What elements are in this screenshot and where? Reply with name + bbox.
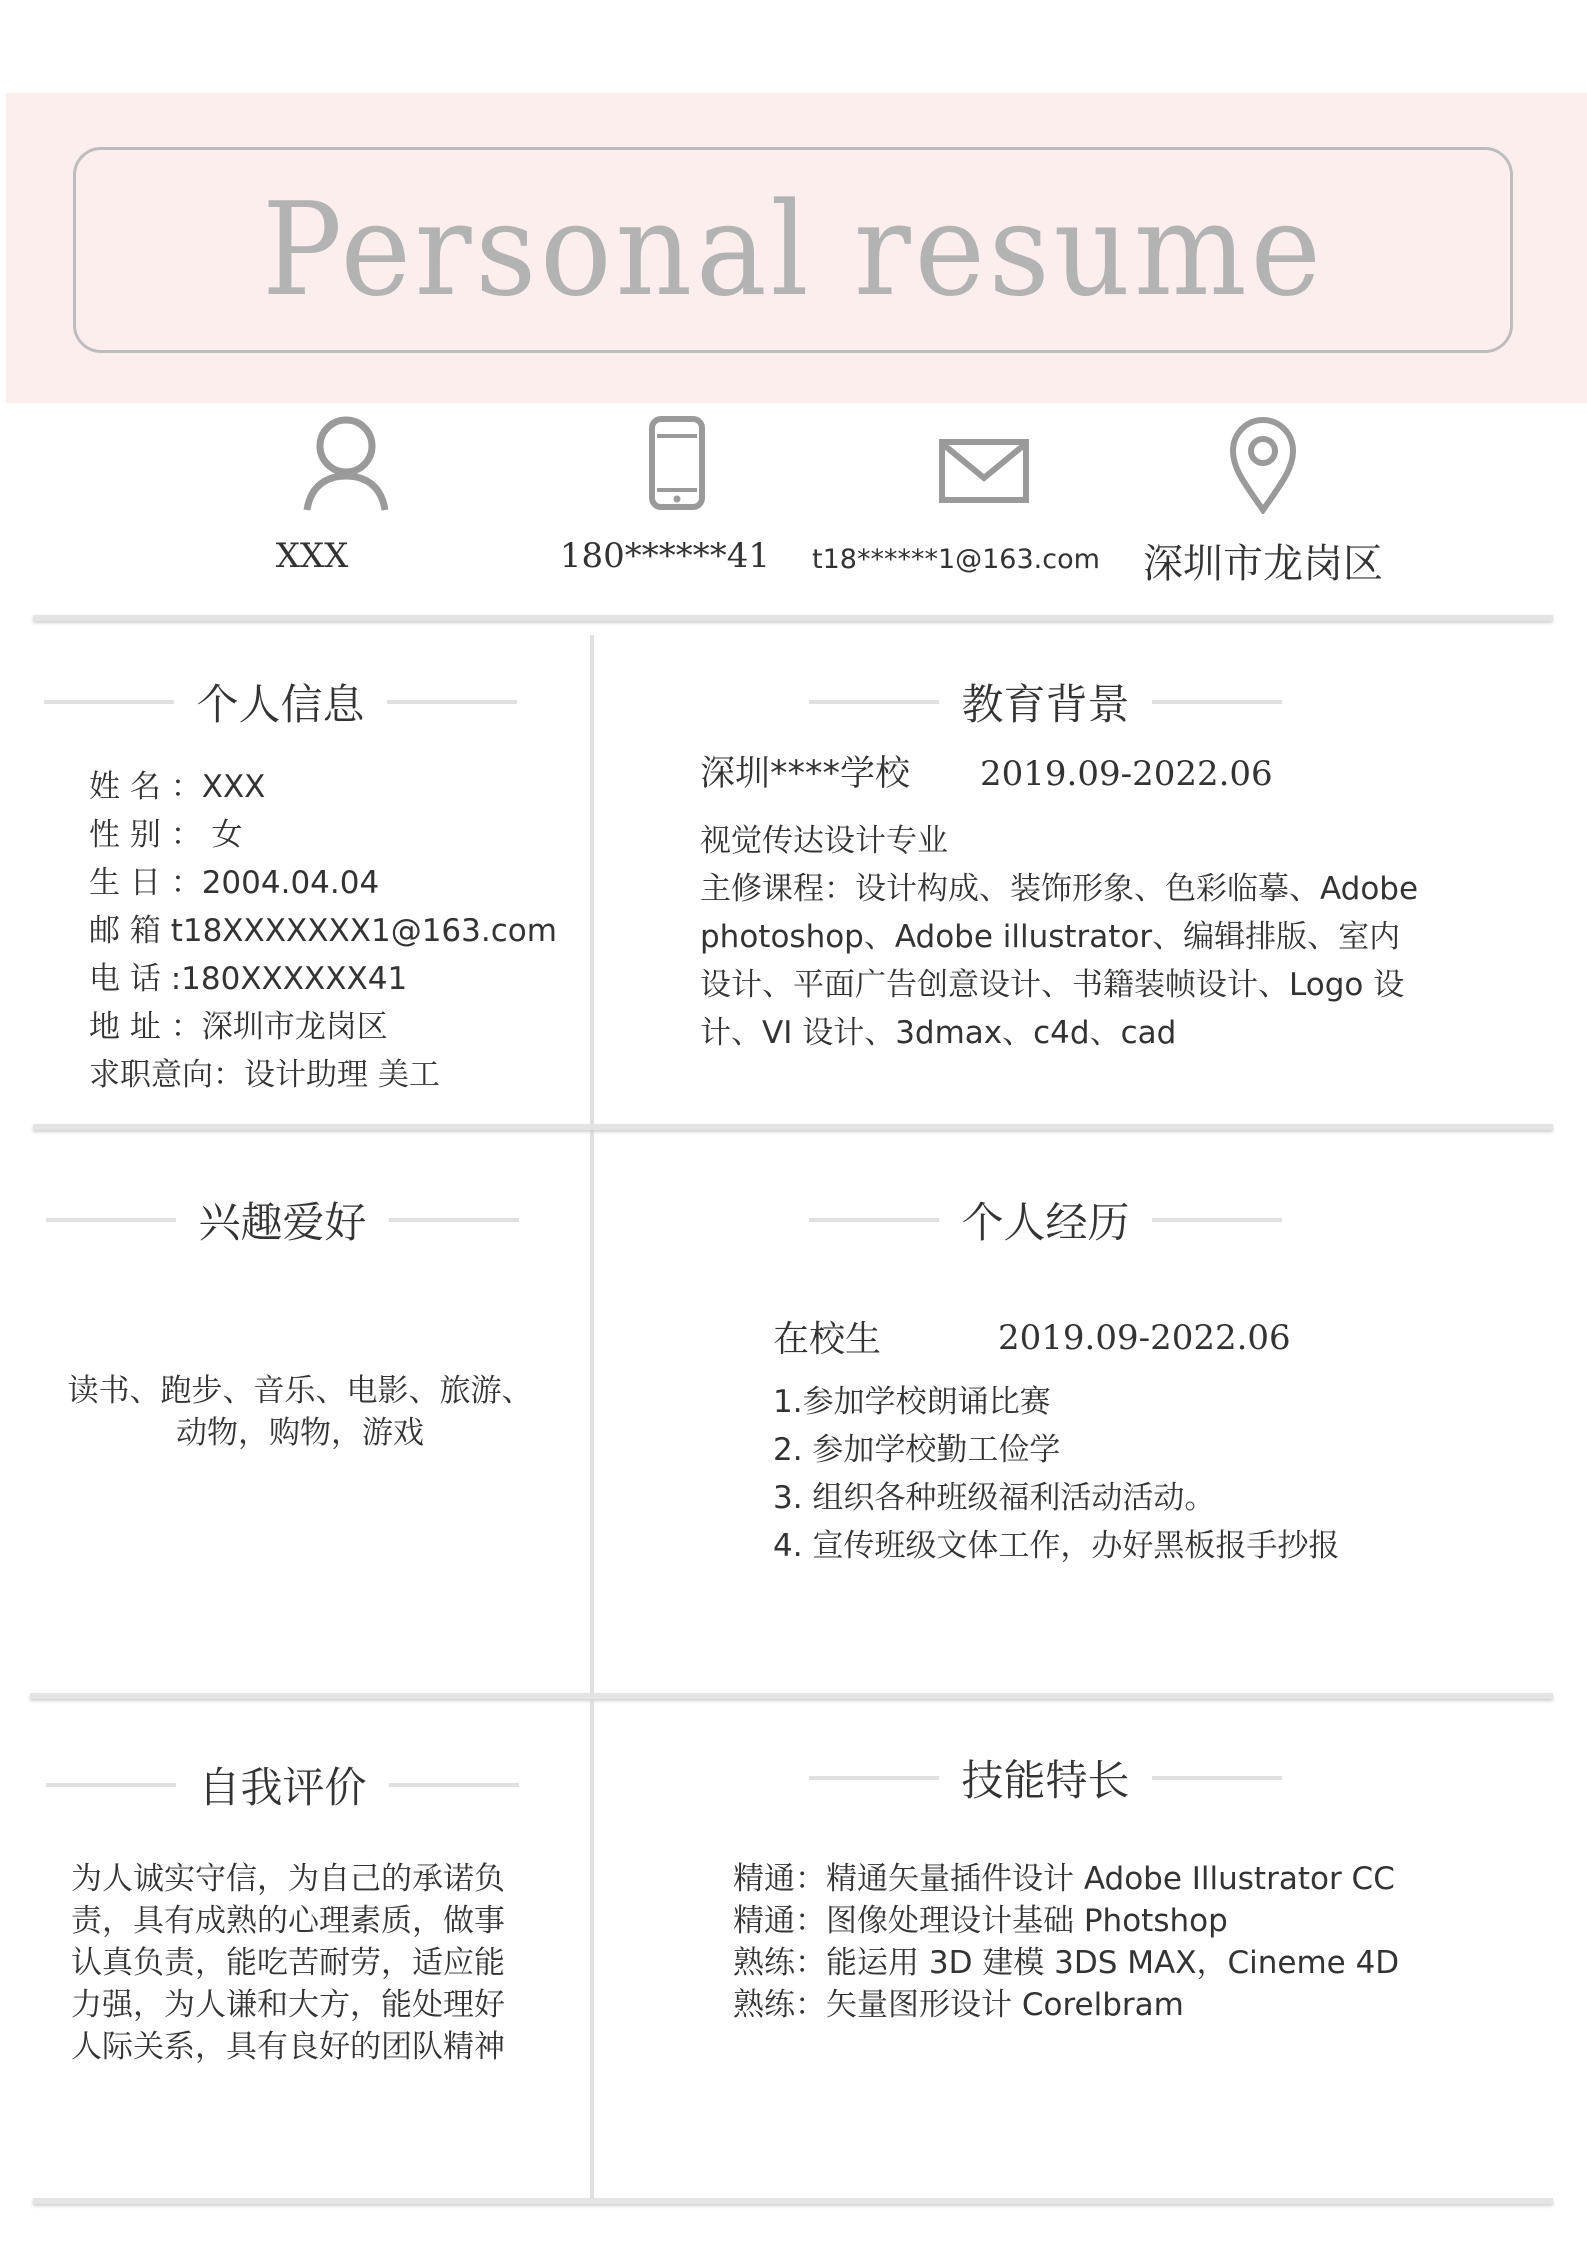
header-rule xyxy=(809,700,939,704)
header-rule xyxy=(1152,1776,1282,1780)
skill-line: 熟练：矢量图形设计 Corelbram xyxy=(733,1987,1184,2023)
contact-email: t18******1@163.com xyxy=(812,544,1100,575)
experience-role: 在校生 xyxy=(773,1319,882,1360)
section-title: 个人经历 xyxy=(961,1198,1130,1247)
course-line: 主修课程：设计构成、装饰形象、色彩临摹、Adobe xyxy=(700,871,1419,907)
contact-name: XXX xyxy=(275,536,349,576)
header-rule xyxy=(1152,700,1282,704)
section-title: 个人信息 xyxy=(196,680,365,729)
section-title: 自我评价 xyxy=(198,1763,367,1812)
skill-line: 精通：精通矢量插件设计 Adobe Illustrator CC xyxy=(733,1861,1395,1897)
info-gender: 性 别 ： 女 xyxy=(89,817,243,853)
separator-row-1 xyxy=(33,1124,1553,1130)
section-title: 技能特长 xyxy=(961,1756,1130,1805)
education-major: 视觉传达设计专业 xyxy=(700,823,948,859)
personal-info-list xyxy=(89,763,557,1099)
info-birthday: 生 日 ：2004.04.04 xyxy=(89,865,380,901)
experience-period: 2019.09-2022.06 xyxy=(998,1318,1291,1358)
evaluation-line: 力强，为人谦和大方，能处理好 xyxy=(71,1987,505,2023)
skill-line: 熟练：能运用 3D 建模 3DS MAX，Cineme 4D xyxy=(733,1945,1400,1981)
header-rule xyxy=(46,1218,176,1222)
phone-icon xyxy=(622,414,732,514)
info-job-intention: 求职意向：设计助理 美工 xyxy=(89,1057,440,1093)
evaluation-line: 责，具有成熟的心理素质，做事 xyxy=(71,1903,505,1939)
contact-phone: 180******41 xyxy=(559,536,771,576)
separator-top xyxy=(33,615,1553,621)
title-frame xyxy=(73,147,1513,353)
section-header-personal-info xyxy=(38,672,523,732)
info-phone: 电 话 :180XXXXXX41 xyxy=(89,961,408,997)
separator-bottom xyxy=(33,2198,1553,2204)
header-rule xyxy=(46,1783,176,1787)
header-rule xyxy=(1152,1218,1282,1222)
experience-item: 1.参加学校朗诵比赛 xyxy=(773,1384,1051,1420)
course-line: photoshop、Adobe illustrator、编辑排版、室内 xyxy=(700,919,1401,955)
info-address: 地 址 ：深圳市龙岗区 xyxy=(89,1009,388,1045)
section-header-self-evaluation xyxy=(40,1755,525,1815)
resume-title: Personal resume xyxy=(261,175,1325,325)
section-header-skills xyxy=(803,1748,1288,1808)
header-rule xyxy=(809,1776,939,1780)
section-header-experience xyxy=(803,1190,1288,1250)
education-courses xyxy=(700,865,1418,1057)
experience-item: 3. 组织各种班级福利活动活动。 xyxy=(773,1480,1216,1516)
skills-list xyxy=(733,1858,1399,2026)
education-school: 深圳****学校 xyxy=(700,754,911,794)
course-line: 设计、平面广告创意设计、书籍装帧设计、Logo 设 xyxy=(700,967,1405,1003)
header-rule xyxy=(44,700,174,704)
evaluation-line: 人际关系，具有良好的团队精神 xyxy=(71,2029,505,2065)
contact-location: 深圳市龙岗区 xyxy=(1143,541,1383,587)
section-header-education xyxy=(803,672,1288,732)
section-title: 兴趣爱好 xyxy=(198,1198,367,1247)
header-rule xyxy=(809,1218,939,1222)
info-email: 邮 箱 t18XXXXXXX1@163.com xyxy=(89,913,557,949)
evaluation-line: 为人诚实守信，为自己的承诺负 xyxy=(71,1861,505,1897)
skill-line: 精通：图像处理设计基础 Photshop xyxy=(733,1903,1228,1939)
experience-item: 4. 宣传班级文体工作，办好黑板报手抄报 xyxy=(773,1528,1340,1564)
education-period: 2019.09-2022.06 xyxy=(980,754,1273,794)
experience-list xyxy=(773,1378,1339,1570)
hobby-line: 读书、跑步、音乐、电影、旅游、 xyxy=(67,1373,533,1409)
hobby-line: 动物，购物，游戏 xyxy=(176,1415,424,1451)
location-pin-icon xyxy=(1208,414,1318,514)
course-line: 计、VI 设计、3dmax、c4d、cad xyxy=(700,1015,1177,1051)
hobbies-text xyxy=(60,1370,540,1454)
evaluation-line: 认真负责，能吃苦耐劳，适应能 xyxy=(71,1945,505,1981)
mail-icon xyxy=(929,414,1039,514)
experience-item: 2. 参加学校勤工俭学 xyxy=(773,1432,1061,1468)
header-rule xyxy=(389,1218,519,1222)
self-evaluation-text xyxy=(71,1858,505,2068)
section-header-hobbies xyxy=(40,1190,525,1250)
info-name: 姓 名 ：XXX xyxy=(89,769,266,805)
section-title: 教育背景 xyxy=(961,680,1130,729)
header-rule xyxy=(387,700,517,704)
person-icon xyxy=(291,414,401,514)
separator-row-2 xyxy=(30,1693,1553,1699)
header-rule xyxy=(389,1783,519,1787)
column-divider xyxy=(590,635,594,2200)
